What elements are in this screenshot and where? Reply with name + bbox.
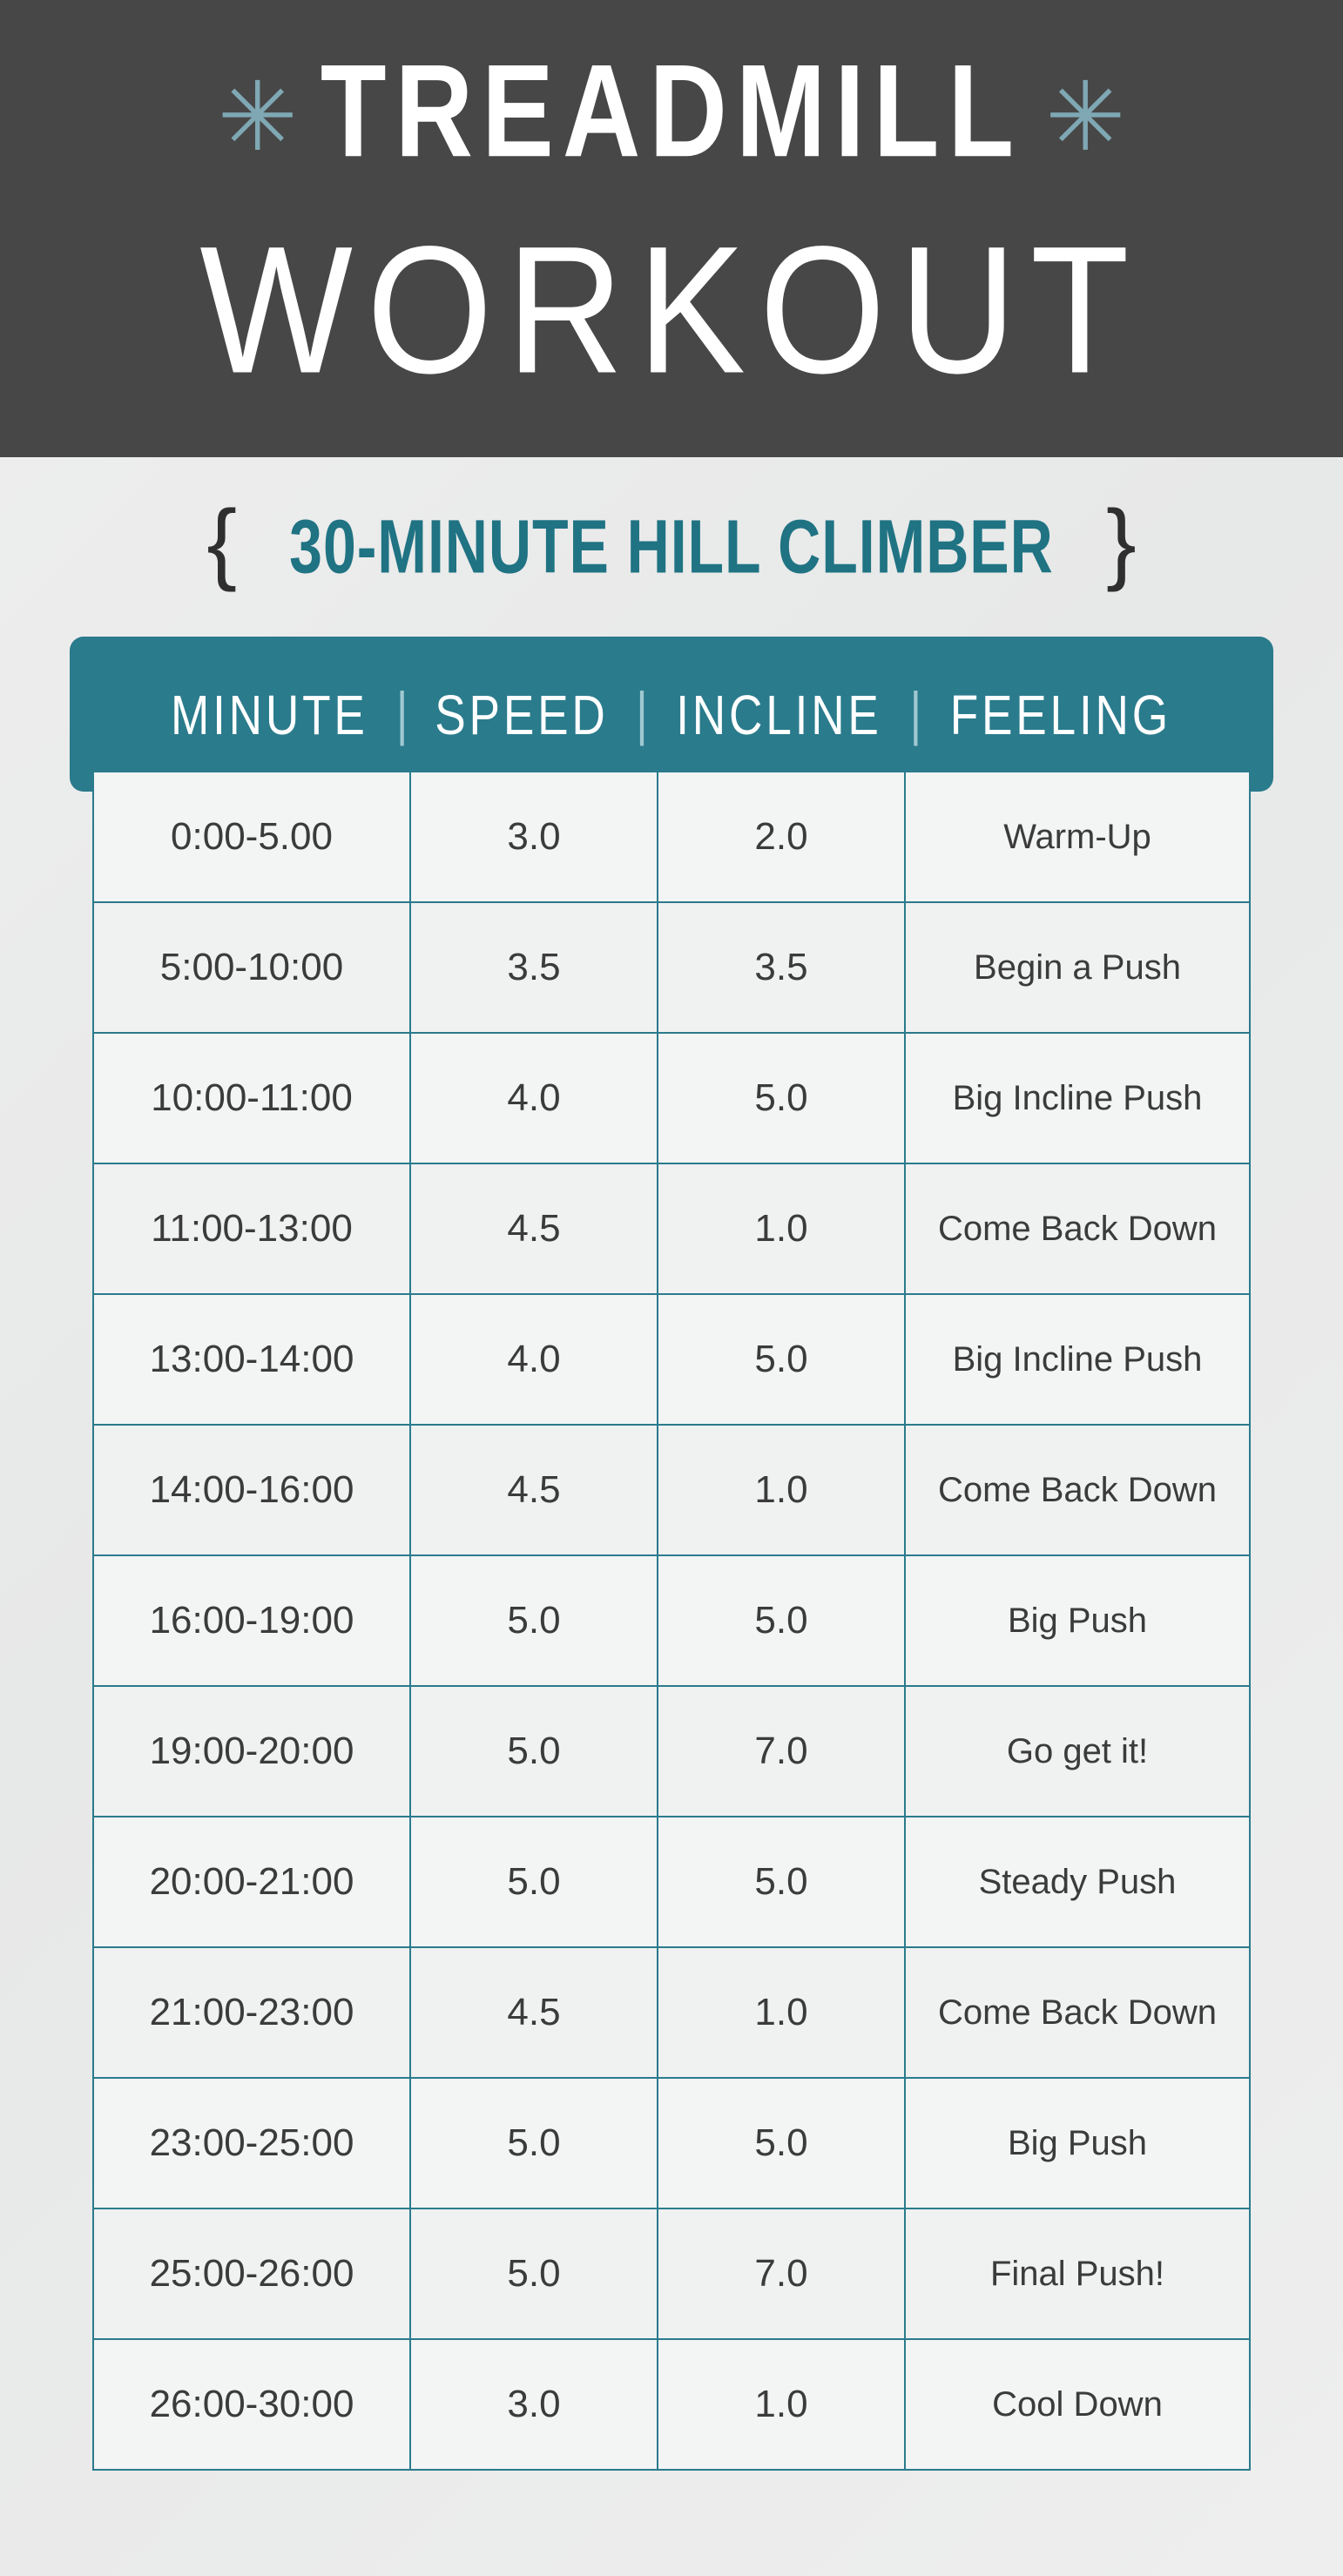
workout-subtitle	[0, 492, 1343, 593]
cell-incline: 5.0	[658, 2078, 905, 2208]
column-header-speed: SPEED	[435, 682, 609, 746]
brace-right: }	[1105, 492, 1137, 593]
cell-incline: 5.0	[658, 1294, 905, 1425]
cell-incline: 1.0	[658, 2339, 905, 2470]
header-separator-1: |	[395, 681, 408, 747]
table-row	[93, 1163, 1250, 1294]
cell-feeling: Warm-Up	[905, 772, 1250, 902]
cell-incline: 7.0	[658, 2208, 905, 2339]
cell-feeling: Big Push	[905, 2078, 1250, 2208]
cell-speed: 5.0	[410, 2208, 658, 2339]
subtitle-text: 30-MINUTE HILL CLIMBER	[289, 503, 1054, 589]
cell-speed: 4.5	[410, 1947, 658, 2078]
brace-left: {	[206, 492, 238, 593]
table-row	[93, 1555, 1250, 1686]
cell-minute: 0:00-5.00	[93, 772, 410, 902]
table-row	[93, 2339, 1250, 2470]
cell-minute: 23:00-25:00	[93, 2078, 410, 2208]
cell-feeling: Come Back Down	[905, 1947, 1250, 2078]
cell-incline: 7.0	[658, 1686, 905, 1817]
cell-minute: 25:00-26:00	[93, 2208, 410, 2339]
cell-speed: 3.5	[410, 902, 658, 1033]
page-title: TREADMILL	[320, 37, 1023, 185]
cell-speed: 4.5	[410, 1163, 658, 1294]
cell-minute: 20:00-21:00	[93, 1817, 410, 1947]
cell-incline: 1.0	[658, 1163, 905, 1294]
poster-header	[0, 0, 1343, 457]
column-header-incline: INCLINE	[675, 682, 882, 746]
cell-minute: 16:00-19:00	[93, 1555, 410, 1686]
cell-minute: 13:00-14:00	[93, 1294, 410, 1425]
cell-speed: 3.0	[410, 772, 658, 902]
table-row	[93, 1294, 1250, 1425]
cell-speed: 5.0	[410, 2078, 658, 2208]
table-row	[93, 1033, 1250, 1163]
cell-incline: 5.0	[658, 1817, 905, 1947]
cell-incline: 1.0	[658, 1425, 905, 1555]
cell-speed: 4.0	[410, 1294, 658, 1425]
cell-incline: 2.0	[658, 772, 905, 902]
page-subtitle-word: WORKOUT	[199, 209, 1144, 412]
cell-minute: 11:00-13:00	[93, 1163, 410, 1294]
cell-minute: 21:00-23:00	[93, 1947, 410, 2078]
cell-minute: 26:00-30:00	[93, 2339, 410, 2470]
cell-speed: 5.0	[410, 1817, 658, 1947]
cell-minute: 10:00-11:00	[93, 1033, 410, 1163]
column-header-minute: MINUTE	[171, 682, 368, 746]
cell-speed: 4.0	[410, 1033, 658, 1163]
table-header-bar	[70, 637, 1273, 792]
cell-speed: 5.0	[410, 1555, 658, 1686]
cell-feeling: Go get it!	[905, 1686, 1250, 1817]
workout-table	[70, 637, 1273, 2471]
cell-speed: 3.0	[410, 2339, 658, 2470]
table-row	[93, 1947, 1250, 2078]
cell-speed: 5.0	[410, 1686, 658, 1817]
table-row	[93, 2208, 1250, 2339]
table-row	[93, 1425, 1250, 1555]
cell-feeling: Come Back Down	[905, 1425, 1250, 1555]
cell-feeling: Steady Push	[905, 1817, 1250, 1947]
table-row	[93, 772, 1250, 902]
cell-feeling: Big Push	[905, 1555, 1250, 1686]
cell-feeling: Come Back Down	[905, 1163, 1250, 1294]
cell-feeling: Cool Down	[905, 2339, 1250, 2470]
cell-feeling: Begin a Push	[905, 902, 1250, 1033]
cell-minute: 19:00-20:00	[93, 1686, 410, 1817]
cell-incline: 3.5	[658, 902, 905, 1033]
cell-incline: 5.0	[658, 1555, 905, 1686]
table-row	[93, 1817, 1250, 1947]
title-line-one: ✳ TREADMILL ✳	[217, 37, 1126, 185]
header-separator-3: |	[909, 681, 922, 747]
header-separator-2: |	[636, 681, 648, 747]
table-row	[93, 902, 1250, 1033]
cell-minute: 5:00-10:00	[93, 902, 410, 1033]
table-row	[93, 2078, 1250, 2208]
cell-feeling: Big Incline Push	[905, 1294, 1250, 1425]
workout-rows	[92, 771, 1251, 2471]
cell-minute: 14:00-16:00	[93, 1425, 410, 1555]
cell-speed: 4.5	[410, 1425, 658, 1555]
cell-incline: 1.0	[658, 1947, 905, 2078]
table-row	[93, 1686, 1250, 1817]
cell-incline: 5.0	[658, 1033, 905, 1163]
column-header-feeling: FEELING	[949, 682, 1172, 746]
cell-feeling: Final Push!	[905, 2208, 1250, 2339]
cell-feeling: Big Incline Push	[905, 1033, 1250, 1163]
